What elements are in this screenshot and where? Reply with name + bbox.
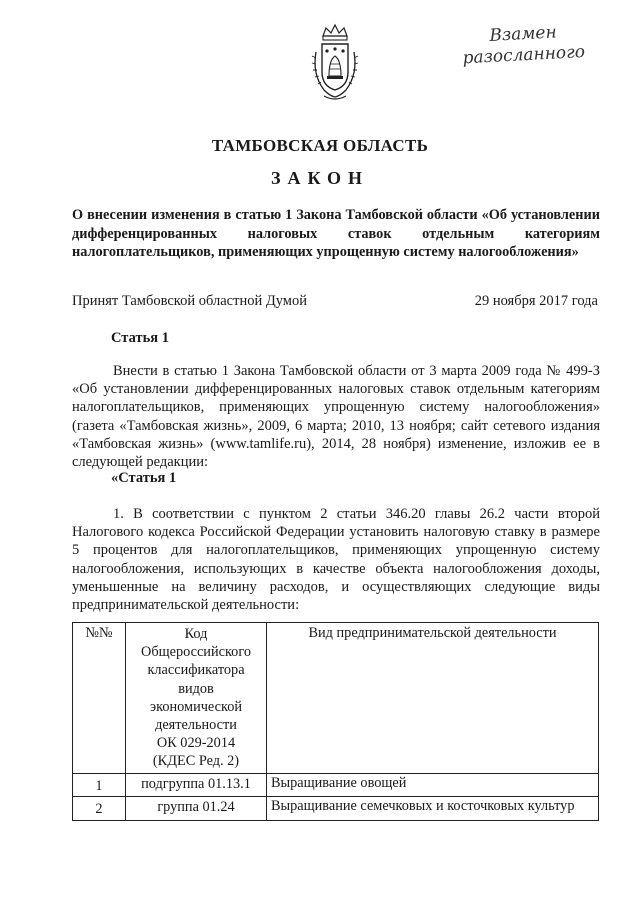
document-type-title: ЗАКОН	[270, 168, 370, 188]
header-code-line: видов	[178, 680, 214, 697]
header-code-line: классификатора	[147, 662, 245, 679]
header-code-line: ОК 029-2014	[156, 735, 236, 752]
activities-table	[72, 622, 599, 821]
row-activity: Выращивание семечковых и косточковых культур	[267, 797, 599, 821]
header-code-line: (КДЕС Ред. 2)	[152, 753, 240, 770]
point-1-paragraph	[72, 505, 600, 614]
row-code: подгруппа 01.13.1	[126, 773, 267, 797]
quoted-article-heading: «Статья 1	[111, 470, 177, 486]
article-intro-text: Внести в статью 1 Закона Тамбовской области от 3 марта 2009 года № 499-З «Об установлении дифференцированных налоговых ставок отдельным категориям налогоплательщиков, применяющих упрощенную систему налогообложения» (газета «Тамбовская жизнь», 2009, 6 марта; 2010, 13 ноября; сайт сетевого издания «Тамбовская жизнь» (www.tamlife.ru), 2014, 28 ноября) изменение, изложив ее в следующей редакции:	[72, 363, 600, 471]
header-code-line: экономической	[150, 698, 242, 715]
handwritten-note-line2: разосланного	[462, 41, 586, 69]
table-row	[73, 773, 599, 797]
tambov-coat-of-arms-icon	[310, 22, 360, 102]
adopted-by: Принят Тамбовской областной Думой	[72, 293, 307, 309]
row-number: 2	[73, 797, 126, 821]
article-intro-paragraph	[72, 362, 600, 471]
header-code-line: Общероссийского	[141, 644, 251, 661]
handwritten-note	[461, 21, 593, 70]
table-row	[73, 797, 599, 821]
header-code	[126, 623, 267, 774]
article-heading: Статья 1	[111, 330, 169, 346]
header-code-line: деятельности	[155, 717, 237, 734]
point-1-text: 1. В соответствии с пунктом 2 статьи 346.20 главы 26.2 части второй Налогового кодекса Российской Федерации установить налоговую ставку в размере 5 процентов для налогоплательщиков, применяющих упрощенную систему налогообложения, использующих в качестве объекта налогообложения доходы, уменьшенные на величину расходов, и осуществляющих следующие виды предпринимательской деятельности:	[72, 506, 600, 614]
header-number: №№	[73, 623, 126, 774]
row-number: 1	[73, 773, 126, 797]
adoption-date: 29 ноября 2017 года	[474, 293, 598, 309]
coat-of-arms-emblem	[310, 22, 360, 102]
table-header-row	[73, 623, 599, 774]
row-code: группа 01.24	[126, 797, 267, 821]
handwritten-note-line1: Взамен	[488, 22, 558, 46]
law-subject: О внесении изменения в статью 1 Закона Тамбовской области «Об установлении дифференцированных налоговых ставок отдельным категориям налогоплательщиков, применяющих упрощенную систему налогообложения»	[72, 207, 600, 260]
header-activity: Вид предпринимательской деятельности	[267, 623, 599, 774]
region-title: ТАМБОВСКАЯ ОБЛАСТЬ	[211, 136, 429, 155]
header-code-line: Код	[184, 626, 208, 642]
row-activity: Выращивание овощей	[267, 773, 599, 797]
